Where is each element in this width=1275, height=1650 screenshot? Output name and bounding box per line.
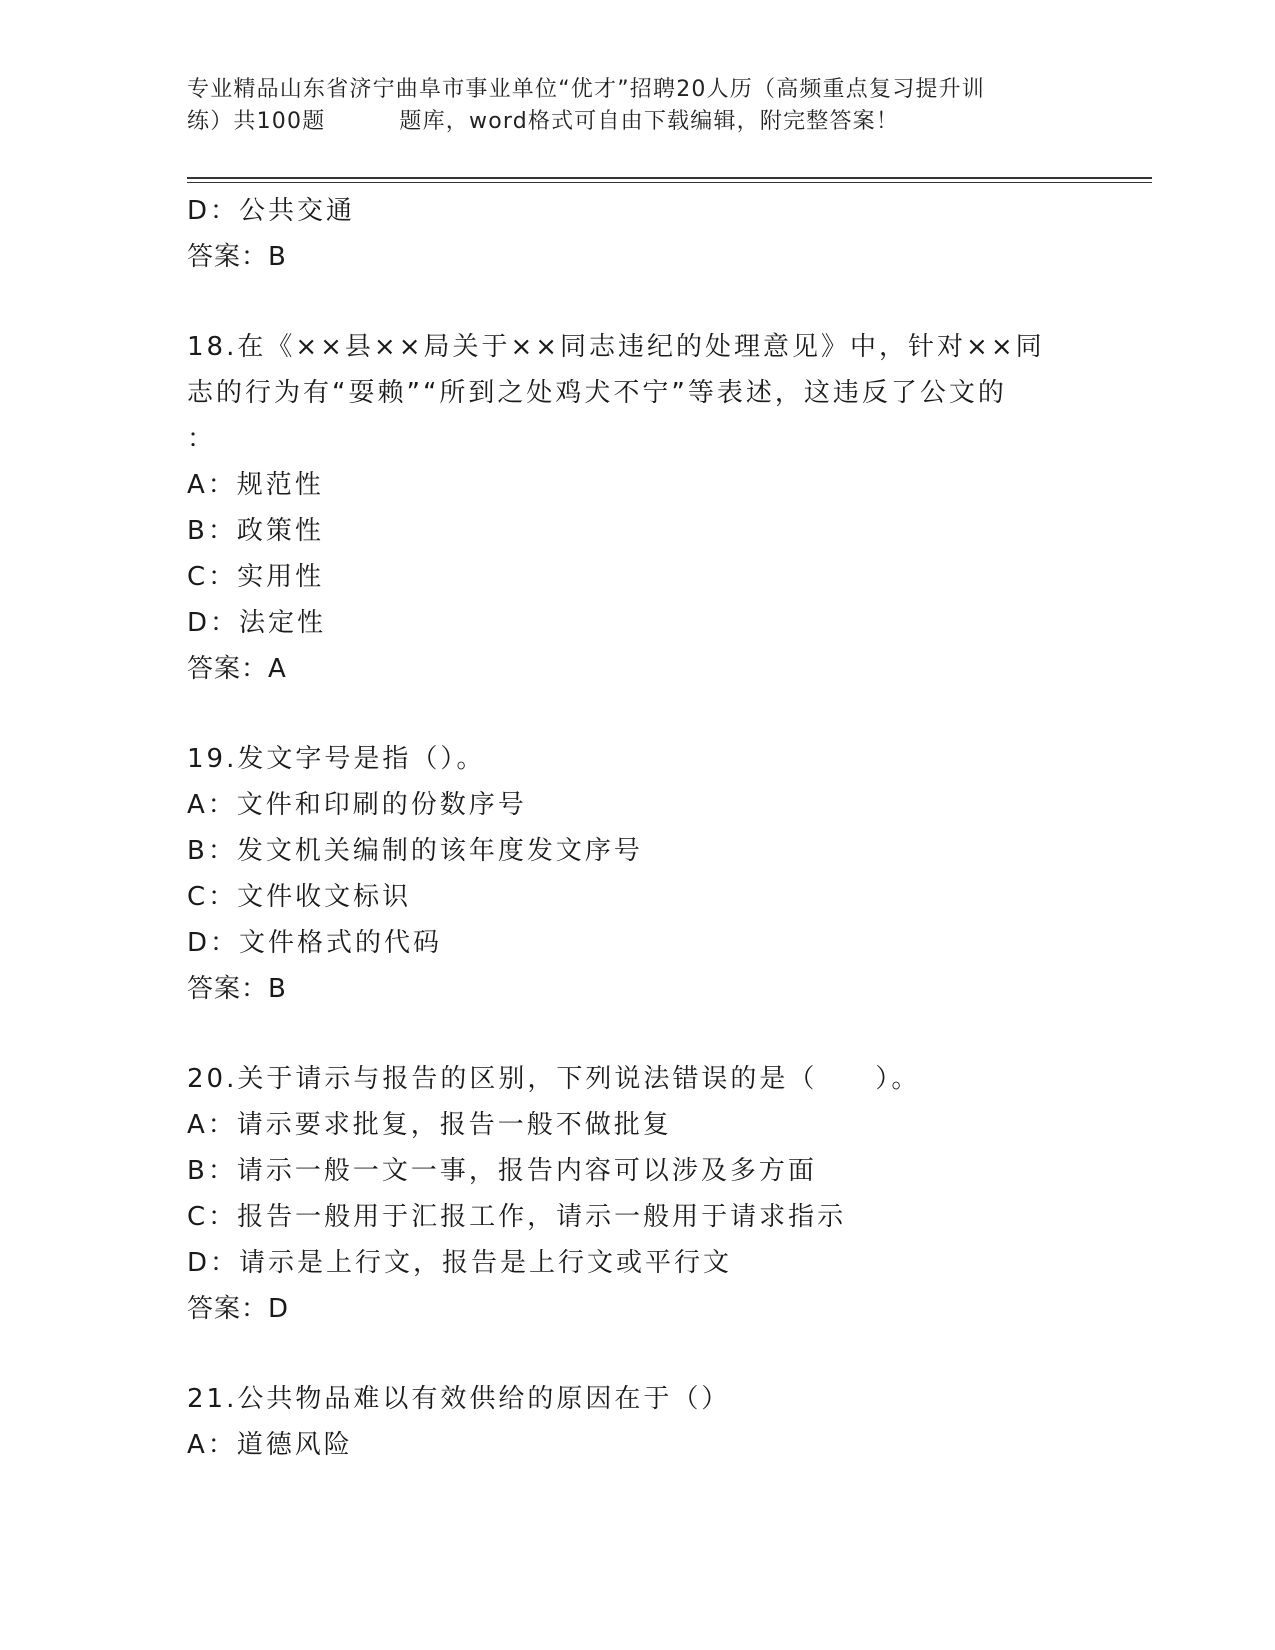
header-title-line2 [187,106,1087,138]
page-header [187,74,1087,138]
header-title-line1: 专业精品山东省济宁曲阜市事业单位“优才”招聘20人历（高频重点复习提升训 [187,77,985,102]
option-c: C：报告一般用于汇报工作，请示一般用于请求指示 [187,1202,847,1232]
option-c: C：实用性 [187,562,325,592]
question-stem-line1: 18.在《××县××局关于××同志违纪的处理意见》中，针对××同 [187,332,1045,362]
option-a: A：请示要求批复，报告一般不做批复 [187,1110,672,1140]
header-title-line2-part2: 题库，word格式可自由下载编辑，附完整答案！ [399,109,900,134]
header-divider-thin [187,182,1152,183]
answer: 答案：A [187,654,287,684]
question-stem: 21.公共物品难以有效供给的原因在于（） [187,1384,731,1414]
option-d: D：法定性 [187,608,327,638]
question-20 [187,1056,1087,1332]
question-21 [187,1376,1087,1468]
question-18 [187,324,1087,692]
option-a: A：道德风险 [187,1430,353,1460]
option-b: B：请示一般一文一事，报告内容可以涉及多方面 [187,1156,817,1186]
option-d: D：公共交通 [187,196,356,226]
option-d: D：文件格式的代码 [187,928,443,958]
question-17-tail [187,188,1087,280]
answer: 答案：B [187,974,287,1004]
question-19 [187,736,1087,1012]
option-b: B：政策性 [187,516,324,546]
question-list [187,188,1087,1468]
header-title-line2-part1: 练）共100题 [187,109,326,134]
option-a: A：规范性 [187,470,324,500]
answer: 答案：D [187,1294,290,1324]
option-a: A：文件和印刷的份数序号 [187,790,527,820]
option-b: B：发文机关编制的该年度发文序号 [187,836,643,866]
answer: 答案：B [187,242,287,272]
question-stem: 20.关于请示与报告的区别，下列说法错误的是（ ）。 [187,1064,921,1094]
header-divider-thick [187,177,1152,179]
question-stem-line2: 志的行为有“耍赖”“所到之处鸡犬不宁”等表述，这违反了公文的 [187,378,1007,408]
option-d: D：请示是上行文，报告是上行文或平行文 [187,1248,733,1278]
option-c: C：文件收文标识 [187,882,412,912]
question-stem: 19.发文字号是指（）。 [187,744,486,774]
question-stem-line3: ： [187,424,214,454]
